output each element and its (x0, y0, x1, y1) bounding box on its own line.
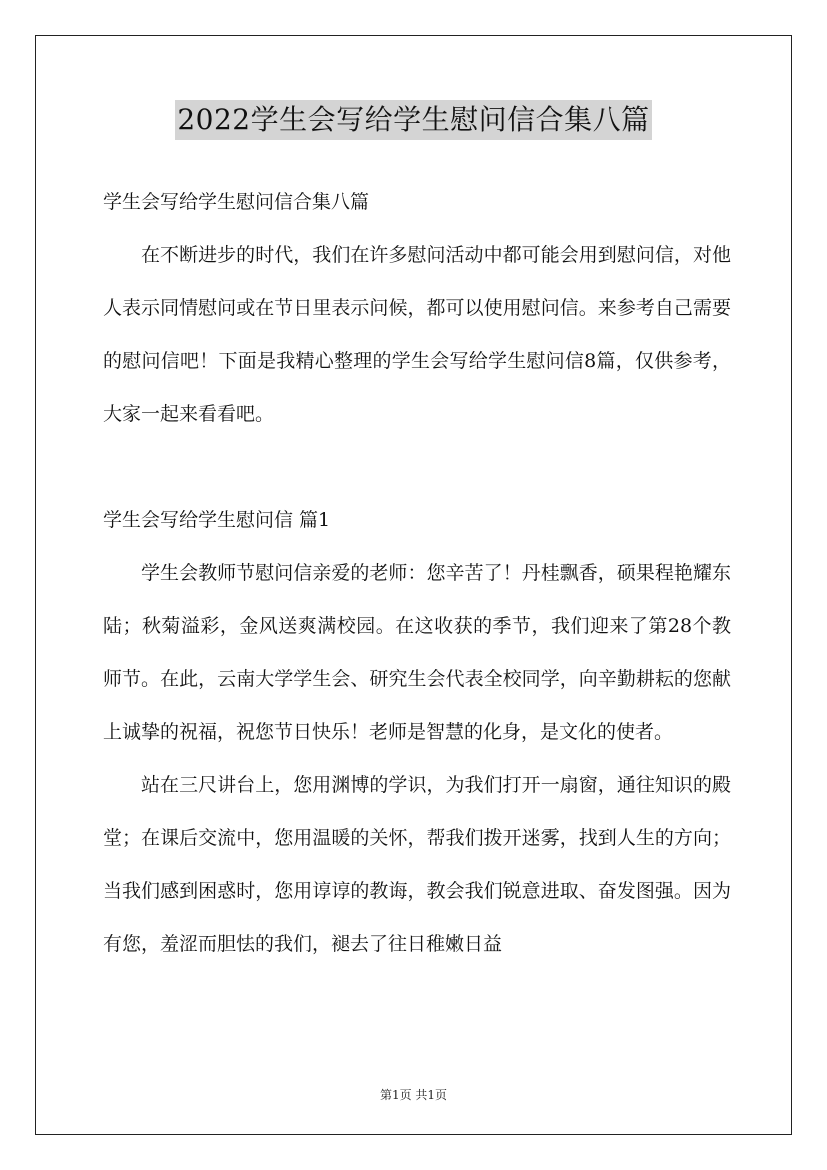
title-container (0, 100, 827, 140)
section1-paragraph-1: 学生会教师节慰问信亲爱的老师：您辛苦了！丹桂飘香，硕果程艳耀东陆；秋菊溢彩，金风送爽满校园。在这收获的季节，我们迎来了第28个教师节。在此，云南大学学生会、研究生会代表全校同学，向辛勤耕耘的您献上诚挚的祝福，祝您节日快乐！老师是智慧的化身，是文化的使者。 (103, 562, 731, 743)
section-spacer (103, 441, 731, 494)
document-body (103, 176, 731, 971)
section1-heading: 学生会写给学生慰问信 篇1 (103, 509, 331, 531)
page-footer: 第1页 共1页 (379, 1088, 448, 1102)
intro-heading: 学生会写给学生慰问信合集八篇 (103, 191, 370, 213)
section1-paragraph-2: 站在三尺讲台上，您用渊博的学识，为我们打开一扇窗，通往知识的殿堂；在课后交流中，您用温暖的关怀，帮我们拨开迷雾，找到人生的方向；当我们感到困惑时，您用谆谆的教诲，教会我们锐意进取、奋发图强。因为有您，羞涩而胆怯的我们，褪去了往日稚嫩日益 (103, 774, 731, 955)
document-title: 2022学生会写给学生慰问信合集八篇 (175, 100, 651, 140)
intro-paragraph: 在不断进步的时代，我们在许多慰问活动中都可能会用到慰问信，对他人表示同情慰问或在节日里表示问候，都可以使用慰问信。来参考自己需要的慰问信吧！下面是我精心整理的学生会写给学生慰问信8篇，仅供参考，大家一起来看看吧。 (103, 244, 731, 425)
